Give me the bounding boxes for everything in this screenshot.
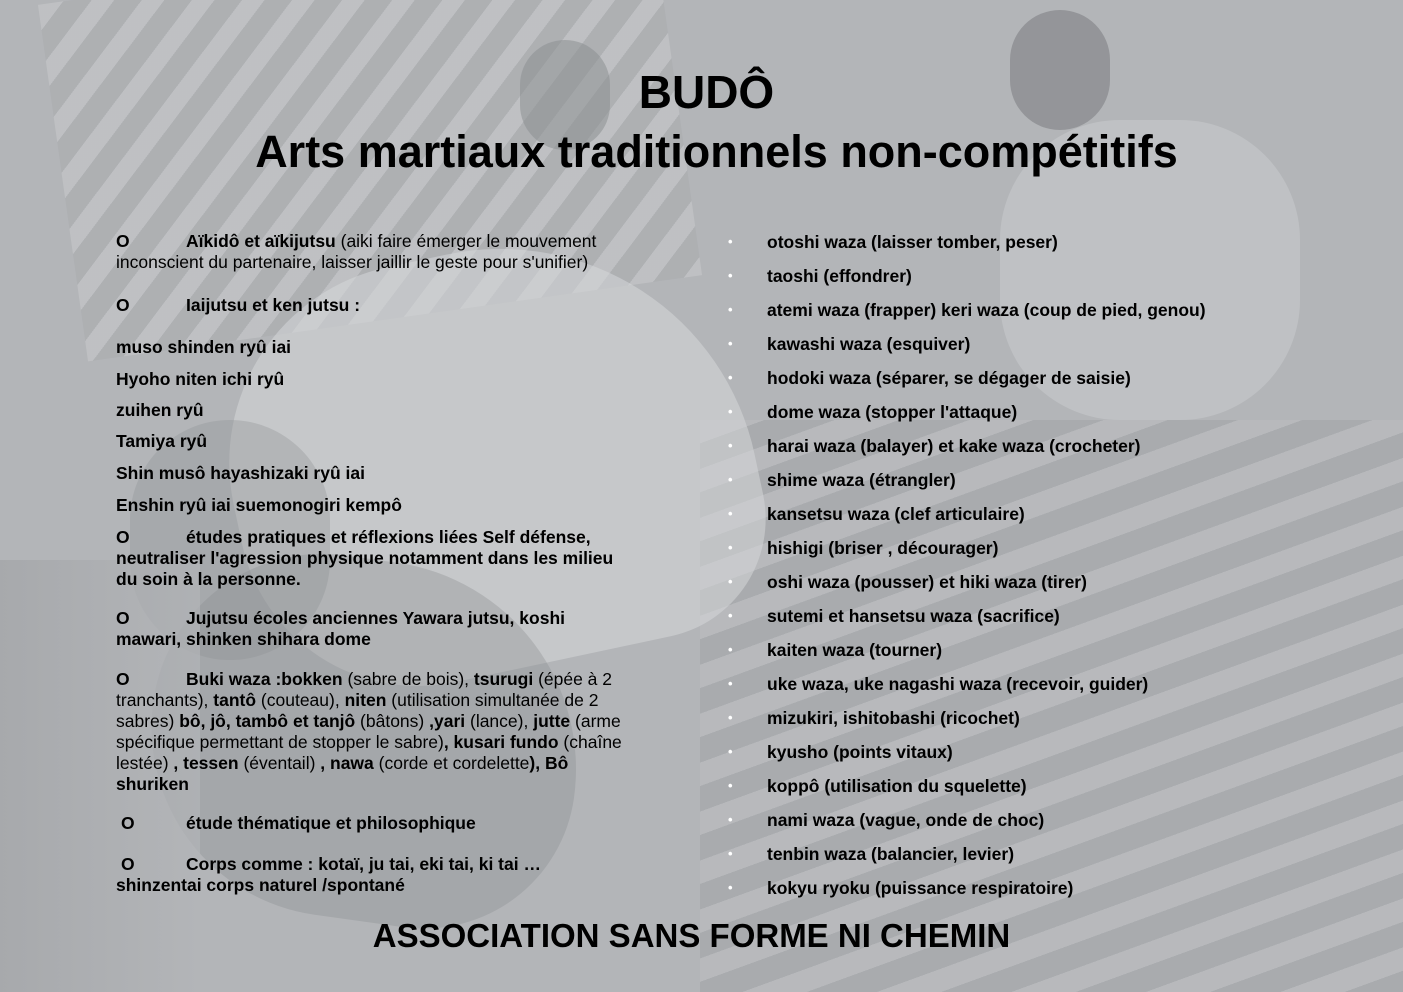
bullet-icon: • [728, 574, 733, 589]
technique-label: kansetsu waza (clef articulaire) [767, 504, 1025, 524]
bullet-icon: • [728, 642, 733, 657]
technique-item [724, 808, 1044, 832]
school-item: Tamiya ryû [116, 431, 208, 451]
thematique-entry: O étude thématique et philosophique [121, 813, 476, 833]
bullet-icon: • [728, 812, 733, 827]
technique-label: kaiten waza (tourner) [767, 640, 943, 660]
technique-item [724, 434, 1141, 458]
technique-item [724, 366, 1131, 390]
bullet-icon: • [728, 370, 733, 385]
technique-label: kawashi waza (esquiver) [767, 334, 971, 354]
technique-item [724, 604, 1060, 628]
school-item: muso shinden ryû iai [116, 337, 292, 357]
bullet-icon: • [728, 676, 733, 691]
technique-item [724, 876, 1073, 900]
technique-item [724, 774, 1027, 798]
school-item: Hyoho niten ichi ryû [116, 369, 285, 389]
buki-waza-entry: O Buki waza :bokken (sabre de bois), tsurugi (épée à 2 tranchants), tantô (couteau), niten (utilisation simultanée de 2 sabres) bô, jô, tambô et tanjô (bâtons) ,yari (lance), jutte (arme spécifique permettant de stopper le sabre), kusari fundo (chaîne lestée) , tessen (éventail) , nawa (corde et cordelette), Bô shuriken [116, 669, 622, 794]
bullet-icon: • [728, 268, 733, 283]
technique-label: taoshi (effondrer) [767, 266, 912, 286]
technique-item [724, 570, 1087, 594]
self-defense-entry: O études pratiques et réflexions liées Self défense, neutraliser l'agression physique notamment dans les milieu du soin à la personne. [116, 527, 614, 589]
technique-label: tenbin waza (balancier, levier) [767, 844, 1015, 864]
corps-entry: O Corps comme : kotaï, ju tai, eki tai, ki tai … shinzentai corps naturel /spontané [116, 854, 541, 895]
technique-label: harai waza (balayer) et kake waza (crocheter) [767, 436, 1141, 456]
bullet-o: O [121, 854, 135, 874]
bullet-o: O [116, 527, 130, 547]
bullet-o: O [116, 608, 130, 628]
bullet-icon: • [728, 846, 733, 861]
technique-label: sutemi et hansetsu waza (sacrifice) [767, 606, 1060, 626]
bullet-o: O [116, 669, 130, 689]
association-name: ASSOCIATION SANS FORME NI CHEMIN [372, 917, 1011, 954]
technique-label: oshi waza (pousser) et hiki waza (tirer) [767, 572, 1087, 592]
bullet-icon: • [728, 710, 733, 725]
bullet-icon: • [728, 744, 733, 759]
school-item: zuihen ryû [116, 400, 204, 420]
bullet-icon: • [728, 438, 733, 453]
bullet-icon: • [728, 540, 733, 555]
technique-item [724, 672, 1148, 696]
page-subtitle: Arts martiaux traditionnels non-compétitifs [255, 126, 1178, 177]
bullet-o: O [116, 231, 130, 251]
technique-label: otoshi waza (laisser tomber, peser) [767, 232, 1058, 252]
bullet-o: O [116, 295, 130, 315]
aikido-entry: O Aïkidô et aïkijutsu (aiki faire émerger le mouvement inconscient du partenaire, laisser jaillir le geste pour s'unifier) [116, 231, 597, 272]
technique-label: shime waza (étrangler) [767, 470, 956, 490]
bullet-icon: • [728, 506, 733, 521]
technique-item [724, 298, 1206, 322]
technique-label: hishigi (briser , décourager) [767, 538, 999, 558]
technique-item [724, 706, 1020, 730]
technique-label: kyusho (points vitaux) [767, 742, 953, 762]
technique-item [724, 264, 912, 288]
school-item: Enshin ryû iai suemonogiri kempô [116, 495, 402, 515]
technique-item [724, 400, 1017, 424]
bullet-icon: • [728, 404, 733, 419]
technique-item [724, 332, 970, 356]
technique-item [724, 536, 998, 560]
technique-label: uke waza, uke nagashi waza (recevoir, guider) [767, 674, 1149, 694]
technique-item [724, 842, 1014, 866]
school-item: Shin musô hayashizaki ryû iai [116, 463, 365, 483]
jujutsu-entry: O Jujutsu écoles anciennes Yawara jutsu, koshi mawari, shinken shihara dome [116, 608, 565, 649]
technique-label: dome waza (stopper l'attaque) [767, 402, 1018, 422]
bullet-icon: • [728, 608, 733, 623]
technique-label: kokyu ryoku (puissance respiratoire) [767, 878, 1074, 898]
technique-label: mizukiri, ishitobashi (ricochet) [767, 708, 1020, 728]
page-title: BUDÔ [638, 66, 775, 118]
technique-label: atemi waza (frapper) keri waza (coup de pied, genou) [767, 300, 1206, 320]
technique-label: koppô (utilisation du squelette) [767, 776, 1027, 796]
bullet-o: O [121, 813, 135, 833]
bullet-icon: • [728, 302, 733, 317]
bullet-icon: • [728, 336, 733, 351]
technique-label: hodoki waza (séparer, se dégager de saisie) [767, 368, 1131, 388]
technique-item [724, 502, 1025, 526]
technique-item [724, 638, 942, 662]
bullet-icon: • [728, 880, 733, 895]
technique-item [724, 740, 953, 764]
bullet-icon: • [728, 234, 733, 249]
technique-item [724, 230, 1058, 254]
bullet-icon: • [728, 778, 733, 793]
technique-item [724, 468, 956, 492]
bullet-icon: • [728, 472, 733, 487]
iaijutsu-entry: O Iaijutsu et ken jutsu : [116, 295, 361, 315]
technique-label: nami waza (vague, onde de choc) [767, 810, 1045, 830]
